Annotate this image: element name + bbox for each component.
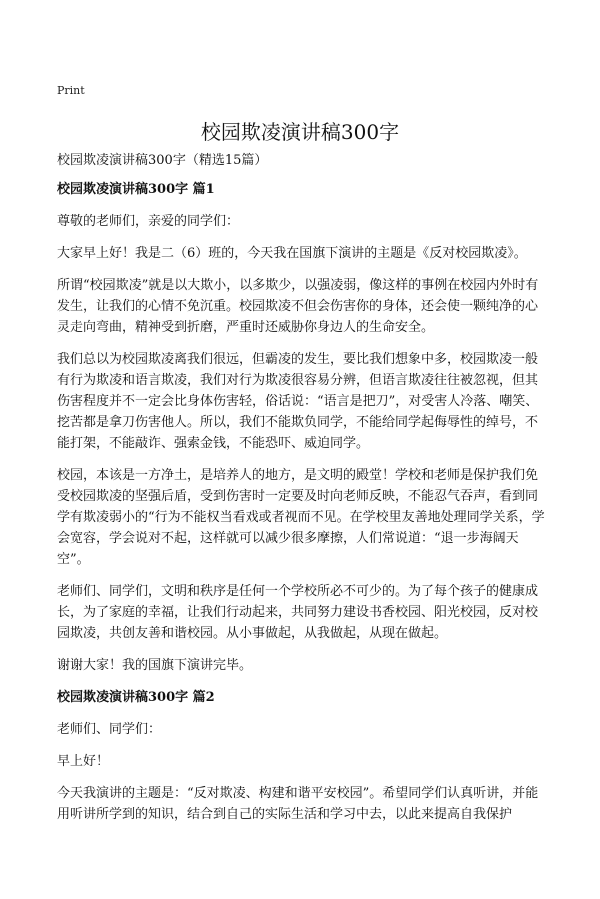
section-2	[57, 687, 545, 825]
paragraph: 谢谢大家！我的国旗下演讲完毕。	[57, 658, 253, 673]
paragraph: 尊敬的老师们，亲爱的同学们：	[57, 214, 240, 229]
paragraph: 老师们、同学们，文明和秩序是任何一个学校所必不可少的。为了每个孩子的健康成长，为了家庭的幸福，让我们行动起来，共同努力建设书香校园、阳光校园，反对校园欺凌，共创友善和谐校园。从小事做起，从我做起，从现在做起。	[57, 584, 539, 641]
paragraph: 我们总以为校园欺凌离我们很远，但霸凌的发生，要比我们想象中多，校园欺凌一般有行为欺凌和语言欺凌，我们对行为欺凌很容易分辨，但语言欺凌往往被忽视，但其伤害程度并不一定会比身体伤害轻，俗话说：“语言是把刀”，对受害人冷落、嘲笑、挖苦都是拿刀伤害他人。所以，我们不能欺负同学，不能给同学起侮辱性的绰号，不能打架，不能敲诈、强索金钱，不能恐吓、威迫同学。	[57, 352, 539, 451]
article-subtitle: 校园欺凌演讲稿300字（精选15篇）	[57, 153, 268, 168]
paragraph: 校园，本该是一方净土，是培养人的地方，是文明的殿堂！学校和老师是保护我们免受校园欺凌的坚强后盾，受到伤害时一定要及时向老师反映，不能忍气吞声，看到同学有欺凌弱小的“行为不能权当看戏或者视而不见。在学校里友善地处理同学关系，学会宽容，学会说对不起，这样就可以减少很多摩擦，人们常说道：“退一步海阔天空”。	[57, 468, 545, 567]
section-heading: 校园欺凌演讲稿300字 篇1	[57, 182, 215, 197]
paragraph: 所谓“校园欺凌”就是以大欺小，以多欺少，以强凌弱，像这样的事例在校园内外时有发生，让我们的心情不免沉重。校园欺凌不但会伤害你的身体，还会使一颗纯净的心灵走向弯曲，精神受到折磨，严重时还威胁你身边人的生命安全。	[57, 278, 539, 335]
paragraph: 早上好！	[57, 754, 110, 769]
section-1	[57, 179, 545, 676]
print-link[interactable]: Print	[57, 84, 85, 97]
section-heading: 校园欺凌演讲稿300字 篇2	[57, 690, 215, 705]
paragraph: 大家早上好！我是二（6）班的，今天我在国旗下演讲的主题是《反对校园欺凌》。	[57, 246, 527, 261]
paragraph: 老师们、同学们：	[57, 722, 162, 737]
page-title: 校园欺凌演讲稿300字	[200, 120, 400, 144]
paragraph: 今天我演讲的主题是：“反对欺凌、构建和谐平安校园”。希望同学们认真听讲，并能用听讲所学到的知识，结合到自己的实际生活和学习中去，以此来提高自我保护	[57, 786, 539, 822]
article-body	[57, 150, 545, 836]
